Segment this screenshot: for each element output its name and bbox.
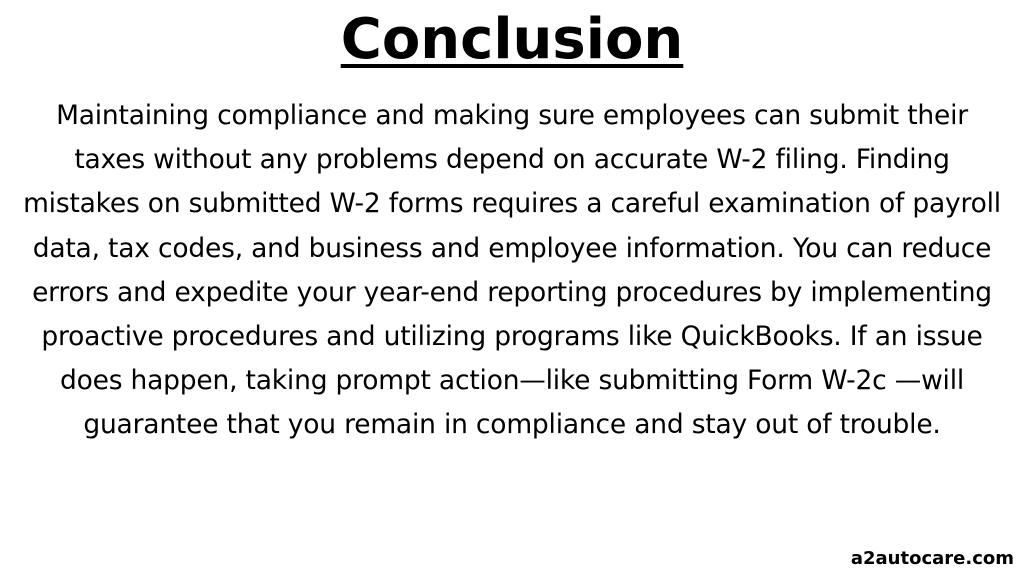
website-label: a2autocare.com: [850, 548, 1014, 569]
slide-body-text: Maintaining compliance and making sure employees can submit their taxes without any problems depend on accurate W-2 filing. Finding mistakes on submitted W-2 forms requires a careful examination of payroll data, tax codes, and business and employee information. You can reduce errors and expedite your year-end reporting procedures by implementing proactive procedures and utilizing programs like QuickBooks. If an issue does happen, taking prompt action—like submitting Form W-2c —will guarantee that you remain in compliance and stay out of trouble.: [23, 100, 1001, 441]
slide-title: Conclusion: [340, 7, 684, 72]
